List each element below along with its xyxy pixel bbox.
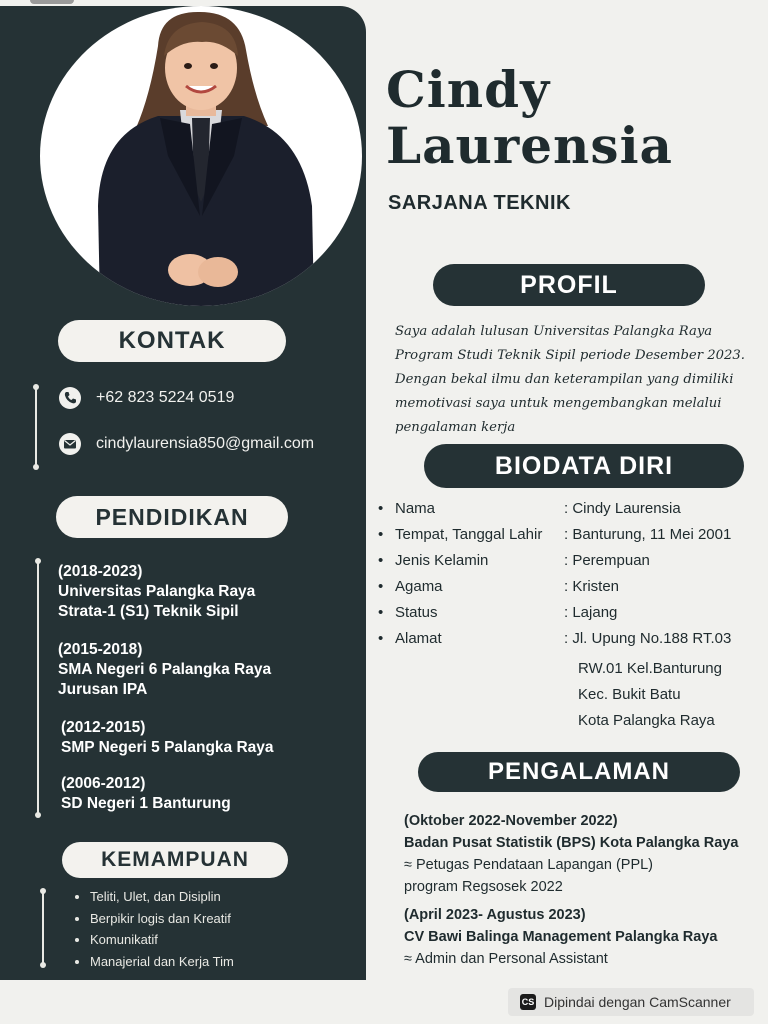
biodata-row: [378, 552, 768, 578]
full-name: [386, 62, 673, 174]
experience-item: [404, 904, 768, 970]
profile-line: pengalaman kerja: [395, 420, 516, 435]
email-address: cindylaurensia850@gmail.com: [96, 435, 315, 452]
bullet: •: [378, 604, 384, 621]
address-line: RW.01 Kel.Banturung: [578, 660, 722, 677]
skill-item: • Komunikatif: [90, 929, 234, 951]
experience-role: ≈ Petugas Pendataan Lapangan (PPL): [404, 857, 654, 873]
experience-role: ≈ Admin dan Personal Assistant: [404, 951, 608, 967]
profile-paragraph: [395, 320, 765, 440]
education-period: (2012-2015): [61, 719, 146, 736]
education-item: [61, 718, 274, 758]
biodata-label: Agama: [395, 578, 443, 595]
profile-line: Saya adalah lulusan Universitas Palangka Raya: [395, 324, 713, 339]
address-line: Kota Palangka Raya: [578, 712, 715, 729]
biodata-list: [378, 500, 768, 656]
contact-phone[interactable]: [58, 386, 234, 410]
camscanner-text: Dipindai dengan CamScanner: [544, 994, 731, 1010]
pendidikan-header: PENDIDIKAN: [56, 496, 288, 538]
experience-program: program Regsosek 2022: [404, 879, 563, 895]
education-divider-line: [37, 560, 39, 816]
phone-icon: [58, 386, 82, 410]
biodata-label: Jenis Kelamin: [395, 552, 489, 569]
skill-item: • Manajerial dan Kerja Tim: [90, 951, 234, 973]
bullet: •: [378, 578, 384, 595]
biodata-value: : Kristen: [564, 578, 620, 595]
biodata-row: [378, 500, 768, 526]
profile-line: Program Studi Teknik Sipil periode Desember 2023.: [395, 348, 745, 363]
biodata-value: : Banturung, 11 Mei 2001: [564, 526, 732, 543]
email-icon: [58, 432, 82, 456]
biodata-value: : Jl. Upung No.188 RT.03: [564, 630, 732, 647]
profile-line: Dengan bekal ilmu dan keterampilan yang dimiliki: [395, 372, 734, 387]
biodata-header: BIODATA DIRI: [424, 444, 744, 488]
education-school: Universitas Palangka Raya: [58, 583, 256, 600]
pengalaman-header: PENGALAMAN: [418, 752, 740, 792]
education-school: SMP Negeri 5 Palangka Raya: [61, 739, 274, 756]
contact-email[interactable]: [58, 432, 314, 456]
biodata-row: [378, 630, 768, 656]
biodata-label: Status: [395, 604, 438, 621]
skill-item: • Berpikir logis dan Kreatif: [90, 908, 234, 930]
biodata-label: Nama: [395, 500, 436, 517]
biodata-value: : Cindy Laurensia: [564, 500, 681, 517]
experience-period: (April 2023- Agustus 2023): [404, 907, 586, 923]
education-item: [61, 774, 231, 814]
education-school: SMA Negeri 6 Palangka Raya: [58, 661, 272, 678]
profil-header: PROFIL: [433, 264, 705, 306]
biodata-label: Alamat: [395, 630, 442, 647]
education-period: (2015-2018): [58, 641, 143, 658]
biodata-row: [378, 578, 768, 604]
education-item: [58, 640, 271, 700]
skills-list: [74, 886, 234, 972]
bullet: •: [378, 500, 384, 517]
camscanner-watermark: [508, 988, 754, 1016]
experience-period: (Oktober 2022-November 2022): [404, 813, 618, 829]
bullet: •: [378, 630, 384, 647]
experience-org: CV Bawi Balinga Management Palangka Raya: [404, 929, 718, 945]
profile-line: memotivasi saya untuk mengembangkan melalui: [395, 396, 722, 411]
education-detail: Strata-1 (S1) Teknik Sipil: [58, 603, 239, 620]
top-edge-mark: [30, 0, 74, 4]
education-school: SD Negeri 1 Banturung: [61, 795, 231, 812]
skills-divider-line: [42, 890, 44, 966]
kemampuan-header: KEMAMPUAN: [62, 842, 288, 878]
biodata-value: : Lajang: [564, 604, 618, 621]
education-item: [58, 562, 255, 622]
education-period: (2006-2012): [61, 775, 146, 792]
biodata-value: : Perempuan: [564, 552, 650, 569]
phone-number: +62 823 5224 0519: [96, 389, 235, 406]
degree-title: SARJANA TEKNIK: [388, 192, 571, 214]
skill-item: • Teliti, Ulet, dan Disiplin: [90, 886, 234, 908]
biodata-row: [378, 604, 768, 630]
camscanner-logo-icon: CS: [520, 994, 536, 1010]
address-line: Kec. Bukit Batu: [578, 686, 681, 703]
bullet: •: [378, 552, 384, 569]
experience-org: Badan Pusat Statistik (BPS) Kota Palangka Raya: [404, 835, 739, 851]
bullet: •: [378, 526, 384, 543]
contact-divider-line: [35, 386, 37, 468]
education-period: (2018-2023): [58, 563, 143, 580]
kontak-header: KONTAK: [58, 320, 286, 362]
first-name: Cindy: [386, 60, 551, 119]
experience-item: [404, 810, 768, 898]
last-name: Laurensia: [386, 116, 673, 175]
education-detail: Jurusan IPA: [58, 681, 148, 698]
profile-photo: [40, 6, 362, 306]
biodata-label: Tempat, Tanggal Lahir: [395, 526, 543, 543]
biodata-row: [378, 526, 768, 552]
